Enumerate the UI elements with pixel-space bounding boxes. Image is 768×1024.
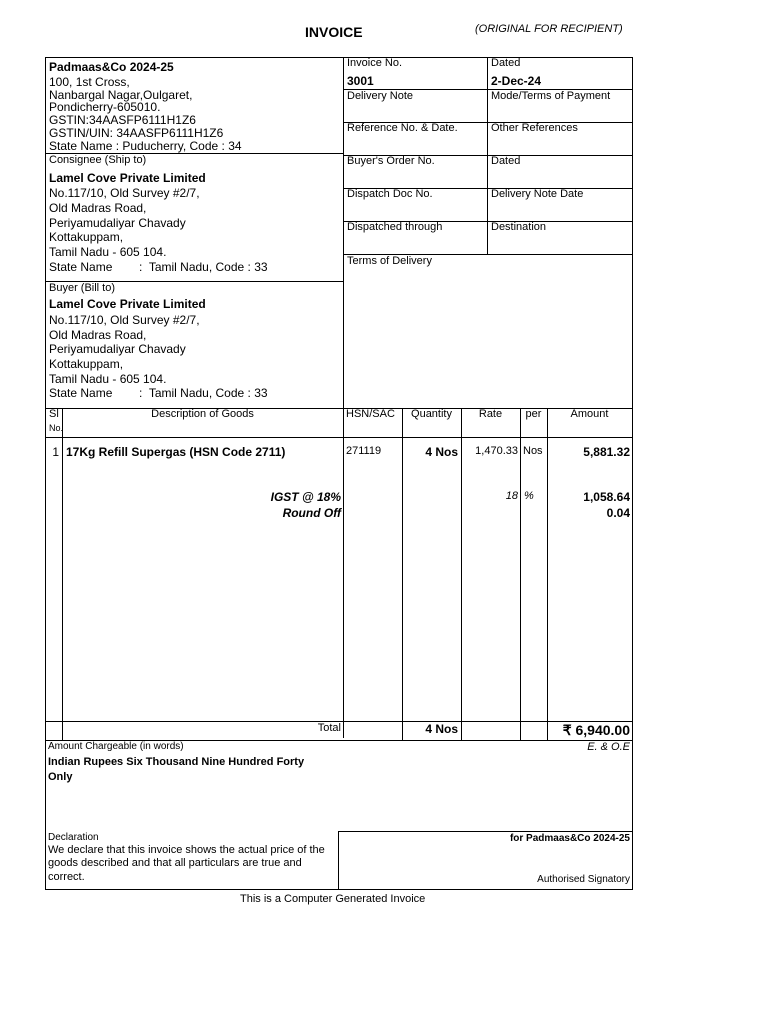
buyer-name: Lamel Cove Private Limited [49, 297, 206, 311]
declaration-label: Declaration [48, 832, 99, 843]
igst-label: IGST @ 18% [270, 490, 341, 504]
round-off-amount: 0.04 [606, 506, 630, 520]
col-qty [461, 408, 462, 740]
seller-name: Padmaas&Co 2024-25 [49, 60, 174, 74]
amount-in-words: Indian Rupees Six Thousand Nine Hundred Forty [48, 756, 305, 768]
seller-gstin-uin: GSTIN/UIN: 34AASFP6111H1Z6 [49, 126, 224, 140]
invoice-date: 2-Dec-24 [491, 74, 542, 88]
row-sl: 1 [52, 445, 59, 459]
consignee-line: Periyamudaliyar Chavady [49, 216, 186, 230]
total-quantity: 4 Nos [425, 722, 458, 736]
row-hsn: 271119 [346, 445, 382, 457]
igst-per: % [524, 490, 534, 502]
row-description: 17Kg Refill Supergas (HSN Code 2711) [66, 445, 286, 459]
header-no: No. [49, 423, 64, 433]
row-quantity: 4 Nos [425, 445, 458, 459]
declaration-text: correct. [48, 871, 85, 883]
frame-bottom [45, 889, 633, 890]
round-off-label: Round Off [282, 506, 341, 520]
row-rate: 1,470.33 [475, 445, 518, 457]
dispatch-doc-label: Dispatch Doc No. [347, 188, 433, 200]
col-sl [62, 408, 63, 740]
declaration-text: goods described and that all particulars are true and [48, 857, 302, 869]
header-quantity: Quantity [411, 408, 452, 420]
order-dated-label: Dated [491, 155, 521, 167]
amount-in-words-only: Only [48, 771, 73, 783]
header-description: Description of Goods [151, 408, 254, 420]
eoe-label: E. & O.E [587, 741, 630, 753]
delivery-note-label: Delivery Note [347, 90, 414, 102]
row-amount: 5,881.32 [583, 445, 630, 459]
total-label: Total [317, 722, 341, 734]
declaration-text: We declare that this invoice shows the actual price of the [48, 844, 325, 856]
mode-terms-label: Mode/Terms of Payment [491, 90, 611, 102]
destination-label: Destination [491, 221, 547, 233]
dated-label: Dated [491, 57, 521, 69]
dispatched-through-label: Dispatched through [347, 221, 443, 233]
consignee-label: Consignee (Ship to) [49, 154, 147, 166]
consignee-line: Kottakuppam, [49, 230, 124, 244]
consignee-line: No.117/10, Old Survey #2/7, [49, 186, 200, 200]
col-rate [520, 408, 521, 740]
buyer-line: Periyamudaliyar Chavady [49, 342, 186, 356]
copy-label: (ORIGINAL FOR RECIPIENT) [475, 23, 623, 35]
total-amount: ₹ 6,940.00 [562, 722, 630, 738]
other-references-label: Other References [491, 122, 578, 134]
seller-line: Nanbargal Nagar,Oulgaret, [49, 88, 193, 102]
header-amount: Amount [570, 408, 609, 420]
consignee-name: Lamel Cove Private Limited [49, 171, 206, 185]
col-divider-main [343, 57, 344, 738]
frame-top [45, 57, 633, 58]
reference-label: Reference No. & Date. [347, 122, 458, 134]
invoice-no-label: Invoice No. [347, 57, 403, 69]
consignee-line: Tamil Nadu - 605 104. [49, 245, 167, 259]
buyers-order-label: Buyer's Order No. [347, 155, 435, 167]
signature-box-left [338, 831, 339, 890]
terms-delivery-label: Terms of Delivery [347, 255, 432, 267]
igst-rate: 18 [505, 490, 518, 502]
signature-box-top [338, 831, 633, 832]
consignee-line: Old Madras Road, [49, 201, 147, 215]
seller-state: State Name : Puducherry, Code : 34 [49, 139, 242, 153]
words-label: Amount Chargeable (in words) [48, 741, 184, 752]
table-header-bottom [45, 437, 633, 438]
invoice-no: 3001 [347, 74, 374, 88]
header-sl: Sl [49, 408, 59, 420]
row-per: Nos [523, 445, 543, 457]
authorised-signatory: Authorised Signatory [537, 874, 630, 885]
seller-line: 100, 1st Cross, [49, 75, 130, 89]
delivery-note-date-label: Delivery Note Date [491, 188, 584, 200]
header-hsn: HSN/SAC [346, 408, 395, 420]
frame-right [632, 57, 633, 890]
signature-for: for Padmaas&Co 2024-25 [509, 833, 630, 844]
frame-left [45, 57, 46, 890]
buyer-line: Kottakuppam, [49, 357, 124, 371]
invoice-title: INVOICE [305, 24, 363, 40]
buyer-state: State Name : Tamil Nadu, Code : 33 [49, 386, 268, 400]
buyer-line: No.117/10, Old Survey #2/7, [49, 313, 200, 327]
igst-amount: 1,058.64 [583, 490, 630, 504]
header-per: per [525, 408, 542, 420]
consignee-state: State Name : Tamil Nadu, Code : 33 [49, 260, 268, 274]
footer-note: This is a Computer Generated Invoice [240, 893, 426, 905]
seller-gstin: GSTIN:34AASFP6111H1Z6 [49, 113, 196, 127]
buyer-label: Buyer (Bill to) [49, 282, 116, 294]
seller-line: Pondicherry-605010. [49, 100, 161, 114]
buyer-line: Old Madras Road, [49, 328, 147, 342]
buyer-line: Tamil Nadu - 605 104. [49, 372, 167, 386]
header-rate: Rate [478, 408, 503, 420]
